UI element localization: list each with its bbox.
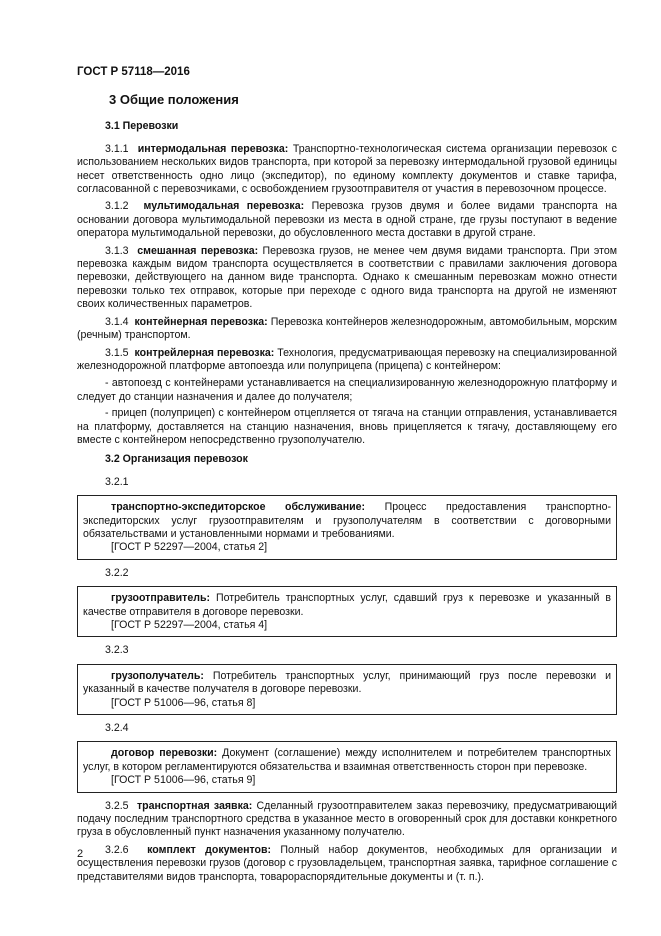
definition-text: договор перевозки: Документ (соглашение) между исполнителем и потребителем транспортных услуг, в котором регламентируются обязательства и взаимная ответственность сторон при перевозке. xyxy=(83,747,611,773)
term: транспортно-экспедиторское обслуживание: xyxy=(111,501,366,514)
definition-box xyxy=(77,586,617,637)
definition-number: 3.2.1 xyxy=(105,475,129,488)
document-header: ГОСТ Р 57118—2016 xyxy=(77,66,190,78)
definition-box xyxy=(77,495,617,560)
list-item: - автопоезд с контейнерами устанавливается на специализированную железнодорожную платформу и следует до станции назначения и далее до получателя; xyxy=(77,377,617,403)
paragraph-3-1-5: 3.1.5 контрейлерная перевозка: Технология, предусматривающая перевозку на специализированной железнодорожной платформе автопоезда или полуприцепа (прицепа) с контейнером: xyxy=(77,346,617,372)
subsection-title: 3.2 Организация перевозок xyxy=(105,453,248,466)
section-title: 3 Общие положения xyxy=(109,92,239,107)
term: контейнерная перевозка: xyxy=(134,315,268,328)
source-reference: [ГОСТ Р 51006—96, статья 9] xyxy=(111,774,256,787)
paragraph-3-1-2: 3.1.2 мультимодальная перевозка: Перевозка грузов двумя и более видами транспорта на основании договора мультимодальной перевозки из места в одной стране, где грузы поступают в ведение оператора мультимодальной перевозки, до обусловленного места доставки в другой стране. xyxy=(77,200,617,240)
term: мультимодальная перевозка: xyxy=(143,200,305,213)
term: грузоотправитель: xyxy=(111,592,211,605)
term: транспортная заявка: xyxy=(136,799,253,812)
source-reference: [ГОСТ Р 52297—2004, статья 2] xyxy=(111,541,268,554)
paragraph-3-2-5: 3.2.5 транспортная заявка: Сделанный грузоотправителем заказ перевозчику, предусматривающий подачу последним транспортного средства в указанное место в оговоренный срок для доставки конкретного груза в обусловленный пункт назначения указанному получателю. xyxy=(77,799,617,839)
page-number: 2 xyxy=(77,848,84,860)
definition-text: транспортно-экспедиторское обслуживание: Процесс предоставления транспортно-экспедиторских услуг грузоотправителям и грузополучателям в соответствии с договорными обязательствами и установленными нормами и требованиями. xyxy=(83,501,611,540)
definition-text: грузоотправитель: Потребитель транспортных услуг, сдавший груз к перевозке и указанный в качестве отправителя в договоре перевозки. xyxy=(83,592,611,618)
term: грузополучатель: xyxy=(111,669,204,682)
paragraph-3-1-1: 3.1.1 интермодальная перевозка: Транспортно-технологическая система организации перевозок с использованием нескольких видов транспорта, при которой за перевозку интермодальной грузовой единицы несет ответственность одно лицо (экспедитор), по единому комплекту документов и ставке тарифа, согласованной с перевозчиками, с освобождением грузоотправителя от участия в перевозочном процессе. xyxy=(77,142,617,196)
definition-box xyxy=(77,741,617,792)
source-reference: [ГОСТ Р 51006—96, статья 8] xyxy=(111,696,256,709)
paragraph-3-2-6: 3.2.6 комплект документов: Полный набор документов, необходимых для организации и осуществления перевозки грузов (договор с грузовладельцем, транспортная заявка, тарифное соглашение с представителями видов транспорта, товарораспорядительные документы и (т. п.). xyxy=(77,843,617,883)
definition-number: 3.2.3 xyxy=(105,644,129,657)
definition-box xyxy=(77,664,617,715)
term: интермодальная перевозка: xyxy=(137,142,289,155)
paragraph-3-1-3: 3.1.3 смешанная перевозка: Перевозка грузов, не менее чем двумя видами транспорта. При этом перевозка каждым видом транспорта осуществляется в соответствии с правилами заключения договора перевозки, действующего на данном виде транспорта. Однако к смешанным перевозкам можно отнести перевозки только тех отправок, которые при переходе с одного вида транспорта на другой не изменяют своих количественных параметров. xyxy=(77,244,617,311)
term: контрейлерная перевозка: xyxy=(134,346,275,359)
term: комплект документов: xyxy=(147,843,272,856)
source-reference: [ГОСТ Р 52297—2004, статья 4] xyxy=(111,619,268,631)
definition-number: 3.2.4 xyxy=(105,722,129,735)
term: договор перевозки: xyxy=(111,747,218,760)
definition-text: грузополучатель: Потребитель транспортных услуг, принимающий груз после перевозки и указанный в качестве получателя в договоре перевозки. xyxy=(83,669,611,696)
subsection-title: 3.1 Перевозки xyxy=(105,120,179,133)
list-item: - прицеп (полуприцеп) с контейнером отцепляется от тягача на станции отправления, устанавливается на платформу, доставляется на станцию назначения, вновь прицепляется к тягачу, доставляющему его вместе с контейнером непосредственно грузополучателю. xyxy=(77,407,617,446)
term: смешанная перевозка: xyxy=(137,244,259,257)
page-body xyxy=(77,93,617,888)
definition-number: 3.2.2 xyxy=(105,566,129,579)
paragraph-3-1-4: 3.1.4 контейнерная перевозка: Перевозка контейнеров железнодорожным, автомобильным, морским (речным) транспортом. xyxy=(77,315,617,342)
